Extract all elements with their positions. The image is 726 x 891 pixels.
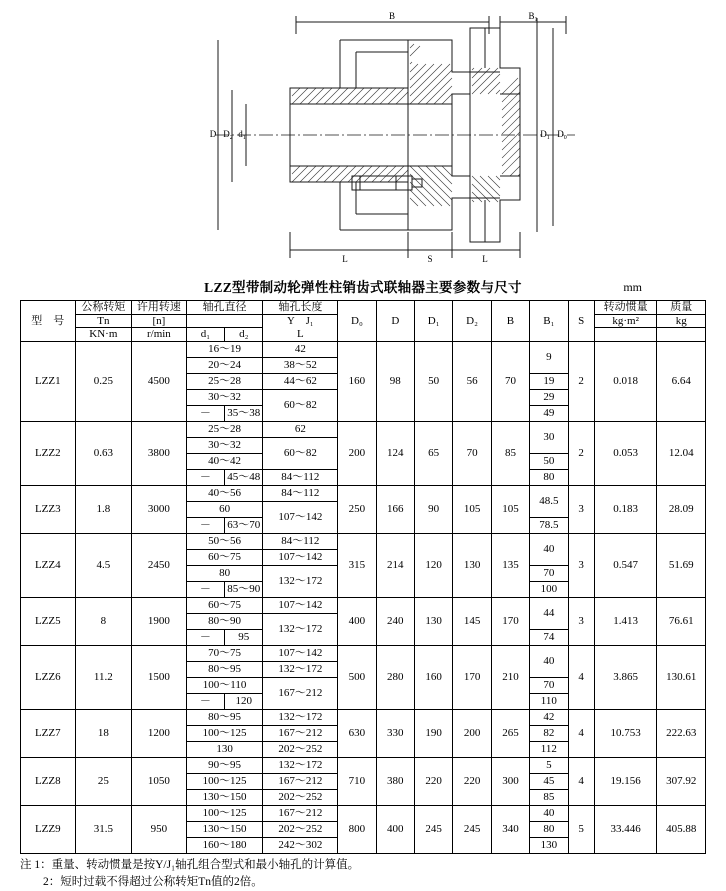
cell-bore-d2: 120 <box>225 693 263 709</box>
notes-block <box>20 854 706 891</box>
cell-D: 240 <box>376 597 414 645</box>
cell-B: 300 <box>491 757 529 805</box>
cell-bore-length: 60～82 <box>263 437 338 469</box>
cell-B1: 78.5 <box>530 517 568 533</box>
cell-bore-d1: 100～125 <box>186 773 263 789</box>
cell-inertia: 19.156 <box>594 757 657 805</box>
cell-bore-length: 242～302 <box>263 837 338 853</box>
cell-bore-d1: 100～110 <box>186 677 263 693</box>
cell-torque: 0.63 <box>75 421 132 485</box>
cell-bore-d2: 85～90 <box>225 581 263 597</box>
cell-bore-d1: 25～28 <box>186 373 263 389</box>
cell-bore-d2: 95 <box>225 629 263 645</box>
svg-text:D0: $D_0$ <box>557 129 567 141</box>
cell-bore-d1: 16～19 <box>186 341 263 357</box>
cell-B1: 82 <box>530 725 568 741</box>
header-speed-unit: r/min <box>132 328 187 342</box>
cell-bore-d1: 25～28 <box>186 421 263 437</box>
cell-inertia: 10.753 <box>594 709 657 757</box>
table-row <box>21 757 706 773</box>
table-row <box>21 421 706 437</box>
header-bore-d2: d₂ <box>225 328 263 342</box>
cell-D: 98 <box>376 341 414 421</box>
cell-S: 3 <box>568 597 594 645</box>
cell-bore-length: 132～172 <box>263 757 338 773</box>
cell-bore-length: 60～82 <box>263 389 338 421</box>
header-B1: B₁ <box>530 301 568 342</box>
cell-bore-d1: － <box>186 581 224 597</box>
header-D2: D₂ <box>453 301 491 342</box>
cell-bore-length: 84～112 <box>263 533 338 549</box>
cell-speed: 1050 <box>132 757 187 805</box>
header-D: D <box>376 301 414 342</box>
header-D1: D₁ <box>414 301 452 342</box>
cell-D: 280 <box>376 645 414 709</box>
cell-D2: 56 <box>453 341 491 421</box>
cell-bore-d1: 80～95 <box>186 661 263 677</box>
cell-bore-d1: － <box>186 405 224 421</box>
cell-bore-d1: 130～150 <box>186 789 263 805</box>
cell-D0: 315 <box>338 533 376 597</box>
page-title: LZZ型带制动轮弹性柱销齿式联轴器主要参数与尺寸 <box>204 280 522 295</box>
cell-bore-length: 84～112 <box>263 485 338 501</box>
cell-model: LZZ1 <box>21 341 76 421</box>
cell-S: 3 <box>568 533 594 597</box>
cell-D1: 50 <box>414 341 452 421</box>
cell-model: LZZ8 <box>21 757 76 805</box>
header-speed-symbol: [n] <box>132 314 187 328</box>
svg-text:L: L <box>482 254 488 264</box>
cell-bore-d1: 60～75 <box>186 549 263 565</box>
cell-D1: 90 <box>414 485 452 533</box>
svg-text:L: L <box>342 254 348 264</box>
cell-inertia: 3.865 <box>594 645 657 709</box>
cell-bore-d1: 30～32 <box>186 437 263 453</box>
cell-bore-length: 38～52 <box>263 357 338 373</box>
cell-D2: 220 <box>453 757 491 805</box>
header-bore-len-L: L <box>263 328 338 342</box>
note-2: 2：短时过载不得超过公称转矩Tn值的2倍。 <box>20 876 263 889</box>
cell-mass: 130.61 <box>657 645 706 709</box>
cell-bore-d1: 90～95 <box>186 757 263 773</box>
header-inertia-spacer <box>594 328 657 342</box>
cell-bore-d1: － <box>186 517 224 533</box>
cell-D2: 70 <box>453 421 491 485</box>
cell-D: 214 <box>376 533 414 597</box>
cell-D0: 160 <box>338 341 376 421</box>
header-inertia-unit: kg·m² <box>594 314 657 328</box>
cell-inertia: 0.018 <box>594 341 657 421</box>
cell-D2: 105 <box>453 485 491 533</box>
cell-D: 400 <box>376 805 414 853</box>
cell-model: LZZ3 <box>21 485 76 533</box>
cell-B1: 42 <box>530 709 568 725</box>
cell-D0: 800 <box>338 805 376 853</box>
cell-bore-length: 167～212 <box>263 677 338 709</box>
cell-bore-length: 107～142 <box>263 501 338 533</box>
header-bore-len-YJ1 <box>263 314 338 328</box>
cell-B1: 45 <box>530 773 568 789</box>
cell-model: LZZ5 <box>21 597 76 645</box>
cell-D1: 245 <box>414 805 452 853</box>
cell-bore-d2: 63～70 <box>225 517 263 533</box>
cell-bore-d1: － <box>186 469 224 485</box>
cell-B1: 44 <box>530 597 568 629</box>
cell-B1: 100 <box>530 581 568 597</box>
header-bore-d-cells <box>186 314 263 328</box>
cell-bore-length: 167～212 <box>263 725 338 741</box>
svg-text:S: S <box>427 254 433 264</box>
cell-bore-d1: 20～24 <box>186 357 263 373</box>
table-row <box>21 709 706 725</box>
table-row <box>21 645 706 661</box>
cell-mass: 51.69 <box>657 533 706 597</box>
cell-B1: 110 <box>530 693 568 709</box>
cell-mass: 76.61 <box>657 597 706 645</box>
cell-B1: 74 <box>530 629 568 645</box>
cell-inertia: 1.413 <box>594 597 657 645</box>
cell-B1: 29 <box>530 389 568 405</box>
header-S: S <box>568 301 594 342</box>
cell-speed: 3000 <box>132 485 187 533</box>
cell-B: 135 <box>491 533 529 597</box>
cell-bore-d1: 60 <box>186 501 263 517</box>
cell-speed: 1200 <box>132 709 187 757</box>
cell-bore-d1: 50～56 <box>186 533 263 549</box>
cell-S: 3 <box>568 485 594 533</box>
cell-B1: 80 <box>530 821 568 837</box>
table-body <box>21 341 706 853</box>
cell-D: 166 <box>376 485 414 533</box>
cell-B: 340 <box>491 805 529 853</box>
cell-D0: 710 <box>338 757 376 805</box>
cell-bore-length: 167～212 <box>263 773 338 789</box>
cell-speed: 2450 <box>132 533 187 597</box>
cell-torque: 18 <box>75 709 132 757</box>
cell-speed: 3800 <box>132 421 187 485</box>
cell-D0: 400 <box>338 597 376 645</box>
cell-mass: 405.88 <box>657 805 706 853</box>
cell-bore-d1: 100～125 <box>186 725 263 741</box>
cell-bore-length: 107～142 <box>263 645 338 661</box>
cell-D1: 160 <box>414 645 452 709</box>
cell-S: 5 <box>568 805 594 853</box>
cell-bore-d1: － <box>186 693 224 709</box>
table-row <box>21 485 706 501</box>
cell-torque: 11.2 <box>75 645 132 709</box>
cell-D1: 130 <box>414 597 452 645</box>
cell-B: 210 <box>491 645 529 709</box>
header-torque-symbol: Tn <box>75 314 132 328</box>
cell-bore-length: 62 <box>263 421 338 437</box>
cell-B1: 48.5 <box>530 485 568 517</box>
cell-D2: 130 <box>453 533 491 597</box>
cell-D2: 170 <box>453 645 491 709</box>
cell-bore-length: 84～112 <box>263 469 338 485</box>
cell-bore-d1: 160～180 <box>186 837 263 853</box>
cell-S: 2 <box>568 421 594 485</box>
cell-torque: 4.5 <box>75 533 132 597</box>
cell-B1: 112 <box>530 741 568 757</box>
parameters-table <box>20 300 706 854</box>
cell-speed: 950 <box>132 805 187 853</box>
table-row <box>21 533 706 549</box>
cell-D0: 200 <box>338 421 376 485</box>
cell-D0: 630 <box>338 709 376 757</box>
cell-mass: 28.09 <box>657 485 706 533</box>
cell-bore-d1: 80～95 <box>186 709 263 725</box>
cell-bore-length: 202～252 <box>263 741 338 757</box>
cell-B1: 80 <box>530 469 568 485</box>
cell-bore-length: 132～172 <box>263 661 338 677</box>
header-inertia: 转动惯量 <box>594 301 657 315</box>
cell-torque: 8 <box>75 597 132 645</box>
cell-D2: 245 <box>453 805 491 853</box>
cell-D: 380 <box>376 757 414 805</box>
header-mass: 质量 <box>657 301 706 315</box>
cell-S: 4 <box>568 645 594 709</box>
cell-inertia: 0.183 <box>594 485 657 533</box>
svg-text:d1: $d_1$ <box>238 129 246 141</box>
cell-bore-length: 202～252 <box>263 789 338 805</box>
svg-text:D1: $D_1$ <box>540 129 550 141</box>
cell-bore-length: 107～142 <box>263 549 338 565</box>
cell-D0: 250 <box>338 485 376 533</box>
cell-B: 265 <box>491 709 529 757</box>
svg-text:B1: $B_1$ <box>528 11 538 23</box>
table-title-row <box>0 270 726 296</box>
cell-bore-d1: 30～32 <box>186 389 263 405</box>
cell-inertia: 33.446 <box>594 805 657 853</box>
svg-text:B: B <box>388 11 396 21</box>
cell-D: 330 <box>376 709 414 757</box>
cell-bore-d1: 100～125 <box>186 805 263 821</box>
cell-bore-d2: 45～48 <box>225 469 263 485</box>
cell-D2: 200 <box>453 709 491 757</box>
cell-bore-d1: 40～42 <box>186 453 263 469</box>
cell-bore-length: 132～172 <box>263 613 338 645</box>
cell-S: 4 <box>568 757 594 805</box>
cell-bore-d1: 40～56 <box>186 485 263 501</box>
cell-model: LZZ4 <box>21 533 76 597</box>
cell-torque: 1.8 <box>75 485 132 533</box>
header-model: 型 号 <box>21 301 76 342</box>
cell-B1: 49 <box>530 405 568 421</box>
cell-B1: 50 <box>530 453 568 469</box>
cell-B1: 40 <box>530 533 568 565</box>
cell-model: LZZ7 <box>21 709 76 757</box>
cell-inertia: 0.547 <box>594 533 657 597</box>
cell-D1: 220 <box>414 757 452 805</box>
cell-torque: 25 <box>75 757 132 805</box>
header-bore-len-j1: J₁ <box>305 315 314 327</box>
cell-bore-length: 44～62 <box>263 373 338 389</box>
cell-mass: 12.04 <box>657 421 706 485</box>
cell-bore-length: 42 <box>263 341 338 357</box>
cell-S: 2 <box>568 341 594 421</box>
cell-B1: 85 <box>530 789 568 805</box>
cell-mass: 307.92 <box>657 757 706 805</box>
header-torque-unit: KN·m <box>75 328 132 342</box>
cell-B1: 40 <box>530 805 568 821</box>
cell-model: LZZ6 <box>21 645 76 709</box>
technical-drawing <box>0 0 726 268</box>
cell-B1: 9 <box>530 341 568 373</box>
svg-text:D2: $D_2$ <box>223 129 233 141</box>
header-bore-d1: d₁ <box>186 328 224 342</box>
table-row <box>21 341 706 357</box>
cell-bore-length: 132～172 <box>263 709 338 725</box>
cell-bore-length: 167～212 <box>263 805 338 821</box>
cell-D2: 145 <box>453 597 491 645</box>
cell-B1: 70 <box>530 677 568 693</box>
cell-B: 170 <box>491 597 529 645</box>
unit-label: mm <box>623 280 642 294</box>
cell-bore-d1: 80～90 <box>186 613 263 629</box>
cell-inertia: 0.053 <box>594 421 657 485</box>
cell-B1: 19 <box>530 373 568 389</box>
cell-speed: 4500 <box>132 341 187 421</box>
cell-bore-d1: 80 <box>186 565 263 581</box>
cell-bore-d1: 130～150 <box>186 821 263 837</box>
cell-bore-length: 107～142 <box>263 597 338 613</box>
cell-D: 124 <box>376 421 414 485</box>
cell-mass: 6.64 <box>657 341 706 421</box>
cell-B1: 40 <box>530 645 568 677</box>
cell-model: LZZ2 <box>21 421 76 485</box>
header-torque: 公称转矩 <box>75 301 132 315</box>
table-row <box>21 805 706 821</box>
cell-bore-d1: － <box>186 629 224 645</box>
cell-bore-d1: 70～75 <box>186 645 263 661</box>
table-row <box>21 597 706 613</box>
cell-B: 105 <box>491 485 529 533</box>
cell-model: LZZ9 <box>21 805 76 853</box>
cell-D1: 190 <box>414 709 452 757</box>
cell-bore-length: 202～252 <box>263 821 338 837</box>
header-bore-diameter: 轴孔直径 <box>186 301 263 315</box>
cell-B: 85 <box>491 421 529 485</box>
cell-torque: 0.25 <box>75 341 132 421</box>
cell-B1: 70 <box>530 565 568 581</box>
header-D0: D₀ <box>338 301 376 342</box>
cell-bore-d1: 60～75 <box>186 597 263 613</box>
cell-torque: 31.5 <box>75 805 132 853</box>
note-1: 注 1：重量、转动惯量是按Y/J₁轴孔组合型式和最小轴孔的计算值。 <box>20 858 360 871</box>
cell-B1: 5 <box>530 757 568 773</box>
cell-D1: 65 <box>414 421 452 485</box>
header-mass-unit: kg <box>657 314 706 328</box>
cell-speed: 1900 <box>132 597 187 645</box>
cell-D1: 120 <box>414 533 452 597</box>
cell-B1: 130 <box>530 837 568 853</box>
header-mass-spacer <box>657 328 706 342</box>
header-bore-length: 轴孔长度 <box>263 301 338 315</box>
header-B: B <box>491 301 529 342</box>
cell-bore-d1: 130 <box>186 741 263 757</box>
cell-B1: 30 <box>530 421 568 453</box>
cell-speed: 1500 <box>132 645 187 709</box>
cell-mass: 222.63 <box>657 709 706 757</box>
cell-S: 4 <box>568 709 594 757</box>
header-bore-len-y: Y <box>287 315 295 327</box>
header-speed: 许用转速 <box>132 301 187 315</box>
svg-text:D: D <box>209 129 217 139</box>
cell-bore-length: 132～172 <box>263 565 338 597</box>
cell-bore-d2: 35～38 <box>225 405 263 421</box>
cell-D0: 500 <box>338 645 376 709</box>
cell-B: 70 <box>491 341 529 421</box>
